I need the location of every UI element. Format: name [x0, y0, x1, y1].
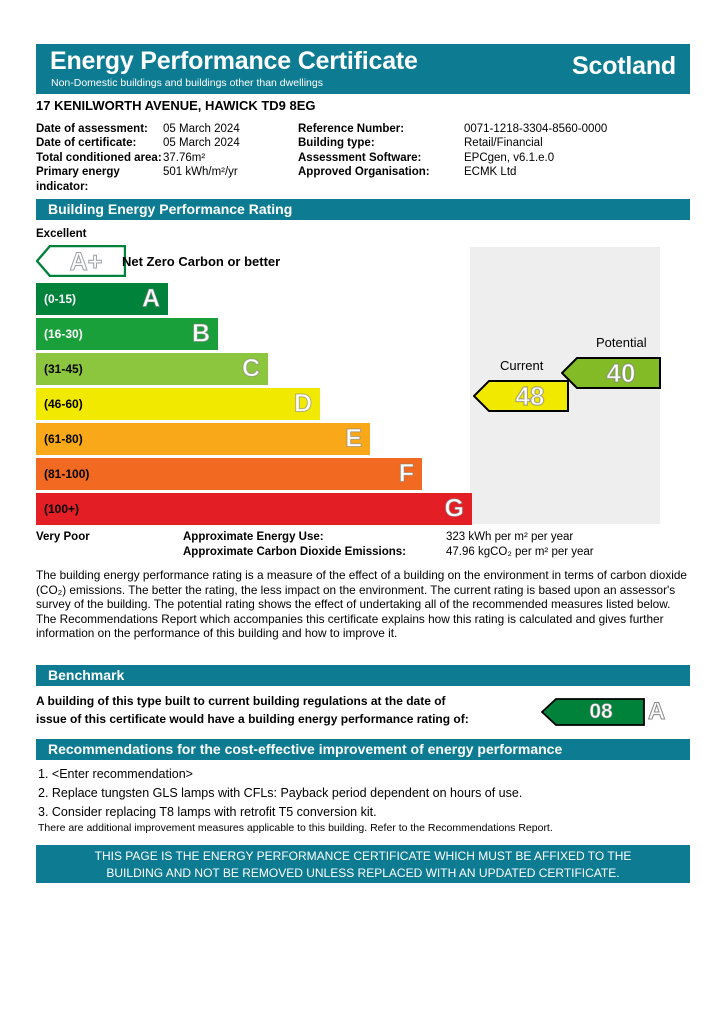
rating-bar-range: (61-80)	[44, 432, 83, 446]
region-label: Scotland	[572, 52, 676, 80]
rating-bar-letter: F	[398, 459, 414, 488]
detail-row	[36, 122, 690, 136]
rating-bar-c	[36, 353, 268, 385]
detail-value: ECMK Ltd	[464, 166, 517, 179]
recommendation-item: 1. <Enter recommendation>	[38, 767, 193, 781]
detail-value: 05 March 2024	[163, 123, 240, 135]
rating-bar-letter: D	[293, 389, 312, 418]
potential-arrow	[561, 357, 661, 389]
scale-bottom-label: Very Poor	[36, 531, 90, 543]
footer-line-2: BUILDING AND NOT BE REMOVED UNLESS REPLACED WITH AN UPDATED CERTIFICATE.	[106, 866, 620, 880]
rating-bar-range: (46-60)	[44, 397, 83, 411]
section-header-rating: Building Energy Performance Rating	[36, 199, 690, 220]
rating-bar-range: (100+)	[44, 502, 80, 516]
footer-banner	[36, 845, 690, 883]
footer-line-1: THIS PAGE IS THE ENERGY PERFORMANCE CERTIFICATE WHICH MUST BE AFFIXED TO THE	[94, 849, 632, 863]
co2-emissions-value: 47.96 kgCO₂ per m² per year	[446, 546, 594, 558]
rating-bar-a	[36, 283, 168, 315]
svg-text:A+: A+	[69, 248, 103, 276]
explanation-paragraph: The building energy performance rating is a measure of the effect of a building on the environment in terms of carbon dioxide (CO₂) emissions. The better the rating, the less impact on the environment. The current rating is based upon an assessor's survey of the building. The potential rating shows the effect of undertaking all of the recommended measures listed below. The Recommendations Report which accompanies this certificate explains how this rating is calculated and gives further information on the performance of this building and how to improve it.	[36, 568, 687, 641]
rating-bar-f	[36, 458, 422, 490]
rating-bar-letter: B	[191, 319, 210, 348]
benchmark-line-2: issue of this certificate would have a building energy performance rating of:	[36, 712, 469, 726]
detail-value: 0071-1218-3304-8560-0000	[464, 123, 608, 135]
detail-row	[36, 136, 690, 150]
section-header-benchmark: Benchmark	[36, 665, 690, 686]
current-arrow	[473, 380, 569, 412]
aplus-badge	[36, 245, 126, 277]
detail-value: 501 kWh/m²/yr	[163, 166, 238, 179]
detail-value: 37.76m²	[163, 151, 206, 164]
detail-label: Building type:	[298, 137, 375, 150]
rating-bar-letter: A	[141, 284, 160, 313]
current-value: 48	[515, 381, 545, 411]
potential-label: Potential	[596, 335, 647, 350]
benchmark-value: 08	[589, 700, 613, 723]
rating-bar-range: (81-100)	[44, 467, 90, 481]
detail-row	[36, 151, 690, 165]
rating-bar-range: (31-45)	[44, 362, 83, 376]
rating-bar-range: (16-30)	[44, 327, 83, 341]
benchmark-band-letter: A	[648, 698, 666, 725]
recommendations-list	[38, 765, 688, 822]
rating-bar-b	[36, 318, 218, 350]
benchmark-line-1: A building of this type built to current building regulations at the date of	[36, 694, 446, 708]
header-banner	[36, 44, 690, 94]
property-address: 17 KENILWORTH AVENUE, HAWICK TD9 8EG	[36, 98, 316, 113]
recommendation-item: 3. Consider replacing T8 lamps with retrofit T5 conversion kit.	[38, 805, 377, 819]
detail-label: Assessment Software:	[298, 151, 422, 164]
scale-top-label: Excellent	[36, 228, 87, 240]
rating-bar-letter: G	[444, 494, 464, 523]
energy-use-value: 323 kWh per m² per year	[446, 531, 574, 543]
detail-label: Approved Organisation:	[298, 166, 430, 179]
page-subtitle: Non-Domestic buildings and buildings other than dwellings	[51, 77, 323, 89]
rating-bar-g	[36, 493, 472, 525]
detail-value: EPCgen, v6.1.e.0	[464, 151, 555, 164]
detail-label: Date of certificate:	[36, 137, 137, 150]
detail-value: Retail/Financial	[464, 137, 543, 150]
energy-use-label: Approximate Energy Use:	[183, 531, 324, 543]
assessment-details	[36, 122, 690, 194]
co2-emissions-label: Approximate Carbon Dioxide Emissions:	[183, 546, 407, 558]
detail-row	[36, 165, 690, 194]
rating-bar-letter: C	[241, 354, 260, 383]
potential-value: 40	[606, 358, 636, 388]
detail-value: 05 March 2024	[163, 137, 240, 150]
rating-bar-letter: E	[345, 424, 362, 453]
page-title: Energy Performance Certificate	[50, 47, 418, 75]
rating-bar-range: (0-15)	[44, 292, 77, 306]
recommendation-item: 2. Replace tungsten GLS lamps with CFLs: Payback period dependent on hours of use.	[38, 786, 523, 800]
recommendations-note: There are additional improvement measures applicable to this building. Refer to the Recommendations Report.	[38, 822, 553, 834]
current-label: Current	[500, 358, 544, 373]
detail-label: Date of assessment:	[36, 123, 148, 135]
rating-bar-d	[36, 388, 320, 420]
detail-label: Total conditioned area:	[36, 151, 162, 164]
rating-bar-e	[36, 423, 370, 455]
detail-label: Reference Number:	[298, 123, 405, 135]
detail-label: Primary energy indicator:	[36, 166, 120, 193]
net-zero-label: Net Zero Carbon or better	[122, 254, 281, 269]
section-header-recommendations: Recommendations for the cost-effective improvement of energy performance	[36, 739, 690, 760]
